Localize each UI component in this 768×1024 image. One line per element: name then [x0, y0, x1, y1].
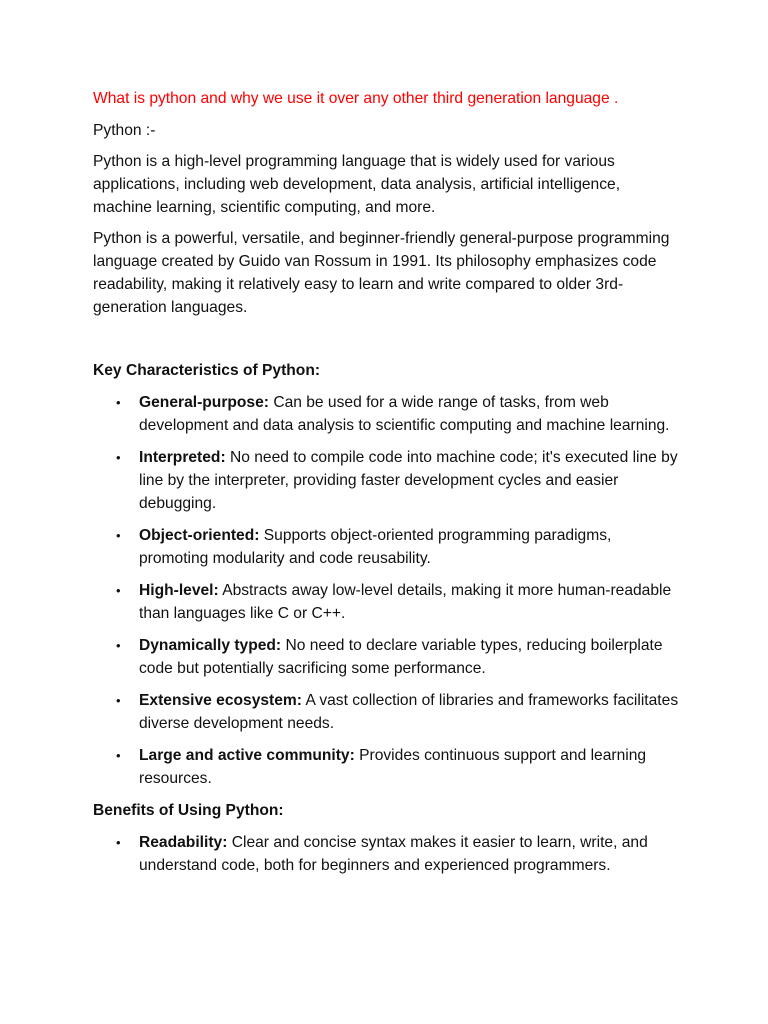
bullet-icon: • — [116, 395, 121, 410]
bullet-icon: • — [116, 638, 121, 653]
item-text: Provides continuous support and learning resources. — [139, 747, 647, 787]
list-item — [93, 391, 683, 437]
bullet-icon: • — [116, 693, 121, 708]
key-characteristics-list — [93, 391, 683, 790]
history-paragraph: Python is a powerful, versatile, and beginner-friendly general-purpose programming language created by Guido van Rossum in 1991. Its philosophy emphasizes code readability, making it relatively easy to learn and write compared to older 3rd-generation languages. — [93, 230, 670, 316]
list-item — [93, 634, 683, 680]
bullet-icon: • — [116, 748, 121, 763]
item-text: Supports object-oriented programming paradigms, promoting modularity and code reusability. — [139, 527, 612, 567]
section-spacer — [93, 327, 683, 359]
item-term: High-level: — [139, 582, 219, 599]
benefits-list — [93, 831, 683, 877]
bullet-icon: • — [116, 450, 121, 465]
item-text: A vast collection of libraries and frameworks facilitates diverse development needs. — [139, 692, 679, 732]
item-text: Abstracts away low-level details, making it more human-readable than languages like C or C++. — [139, 582, 672, 622]
item-term: General-purpose: — [139, 394, 269, 411]
item-term: Interpreted: — [139, 449, 226, 466]
bullet-icon: • — [116, 528, 121, 543]
list-item — [93, 744, 683, 790]
item-term: Extensive ecosystem: — [139, 692, 302, 709]
bullet-icon: • — [116, 583, 121, 598]
item-term: Readability: — [139, 834, 228, 851]
item-text: Can be used for a wide range of tasks, from web development and data analysis to scientific computing and machine learning. — [139, 394, 670, 434]
list-item — [93, 446, 683, 515]
item-text: No need to declare variable types, reducing boilerplate code but potentially sacrificing some performance. — [139, 637, 663, 677]
document-heading: What is python and why we use it over any other third generation language . — [93, 90, 619, 107]
item-term: Object-oriented: — [139, 527, 260, 544]
item-text: Clear and concise syntax makes it easier to learn, write, and understand code, both for beginners and experienced programmers. — [139, 834, 648, 874]
list-item — [93, 831, 683, 877]
bullet-icon: • — [116, 835, 121, 850]
intro-paragraph: Python is a high-level programming language that is widely used for various applications, including web development, data analysis, artificial intelligence, machine learning, scientific computing, and more. — [93, 153, 621, 216]
list-item — [93, 689, 683, 735]
benefits-title: Benefits of Using Python: — [93, 802, 284, 819]
list-item — [93, 579, 683, 625]
item-text: No need to compile code into machine code; it's executed line by line by the interpreter, providing faster development cycles and easier debugging. — [139, 449, 678, 512]
list-item — [93, 524, 683, 570]
document-page — [93, 87, 683, 886]
item-term: Large and active community: — [139, 747, 355, 764]
python-label: Python :- — [93, 122, 156, 139]
item-term: Dynamically typed: — [139, 637, 282, 654]
key-characteristics-title: Key Characteristics of Python: — [93, 362, 321, 379]
